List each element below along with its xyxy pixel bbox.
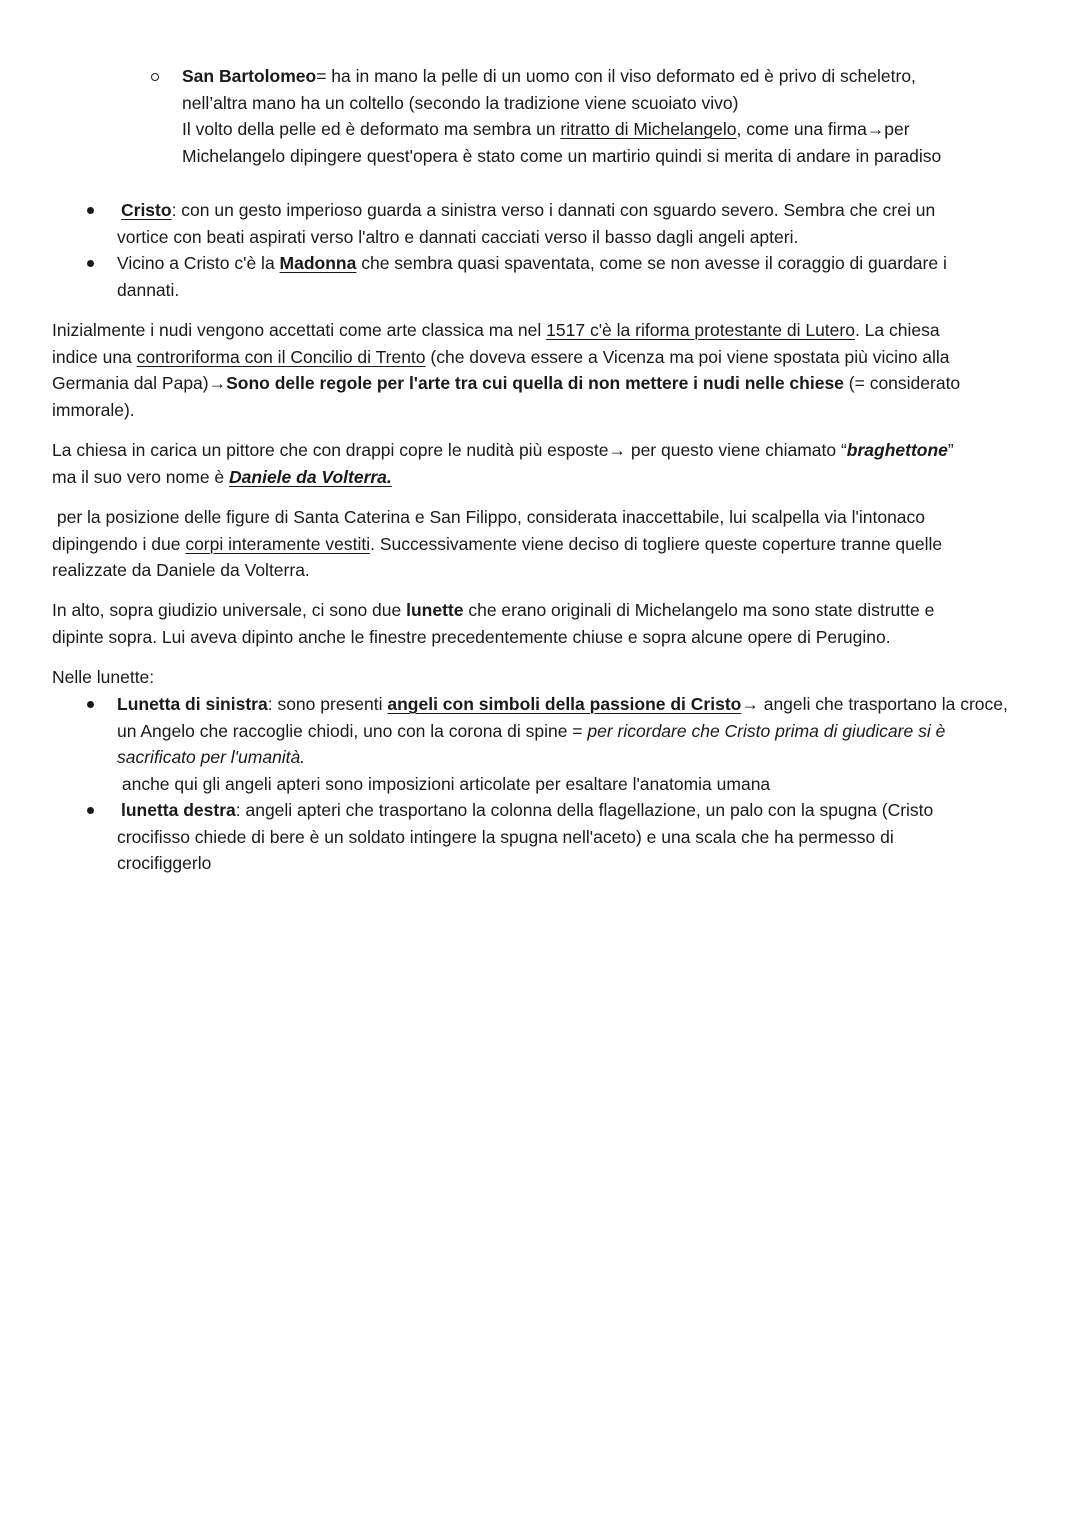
bullet-icon — [87, 260, 94, 267]
arrow-icon: → — [608, 440, 626, 460]
lunetta-destra-item: lunetta destra: angeli apteri che trasportano la colonna della flagellazione, un palo con la spugna (Cristo crocifisso chiede di bere è un soldato intingere la spugna nell'aceto) e una scala che ha permesso di crocifiggerlo — [117, 800, 934, 873]
arrow-icon: → — [866, 119, 885, 139]
lunetta-sinistra-title: Lunetta di sinistra — [117, 694, 268, 714]
lunetta-sinistra-item: Lunetta di sinistra: sono presenti angeli con simboli della passione di Cristo→ angeli che trasportano la croce, un Angelo che raccoglie chiodi, uno con la corona di spine = per ricordare che Cristo prima di giudicare si è sacrificato per l'umanità. anche qui gli angeli apteri sono imposizioni articolate per esaltare l'anatomia umana — [117, 694, 1008, 794]
bullet-icon — [87, 701, 94, 708]
daniele-da-volterra: Daniele da Volterra. — [229, 466, 392, 487]
paragraph-braghettone: La chiesa in carica un pittore che con drappi copre le nudità più esposte→ per questo viene chiamato “braghettone” ma il suo vero nome è Daniele da Volterra. — [52, 440, 954, 487]
cristo-item: Cristo: con un gesto imperioso guarda a sinistra verso i dannati con sguardo severo. Sembra che crei un vortice con beati aspirati verso l'altro e dannati cacciati verso il basso dagli angeli apteri. — [117, 200, 936, 247]
arrow-icon: → — [741, 694, 759, 714]
bullet-icon — [87, 807, 94, 814]
san-bartolomeo-item: San Bartolomeo= ha in mano la pelle di un uomo con il viso deformato ed è privo di scheletro, nell’altra mano ha un coltello (secondo la tradizione viene scuoiato vivo) Il volto della pelle ed è deformato ma sembra un ritratto di Michelangelo, come una firma→per Michelangelo dipingere quest'opera è stato come un martirio quindi si merita di andare in paradiso — [182, 66, 942, 166]
arrow-icon: → — [208, 373, 227, 393]
lunette-heading: Nelle lunette: — [52, 667, 155, 687]
lunetta-destra-title: lunetta destra — [121, 800, 236, 820]
hollow-bullet-icon — [151, 73, 159, 81]
madonna-title: Madonna — [279, 253, 357, 273]
paragraph-controriforma: Inizialmente i nudi vengono accettati come arte classica ma nel 1517 c'è la riforma protestante di Lutero. La chiesa indice una controriforma con il Concilio di Trento (che doveva essere a Vicenza ma poi viene spostata più vicino alla Germania dal Papa)→Sono delle regole per l'arte tra cui quella di non mettere i nudi nelle chiese (= considerato immorale). — [52, 320, 961, 420]
bullet-icon — [87, 207, 94, 214]
san-bartolomeo-title: San Bartolomeo — [182, 66, 317, 86]
madonna-item: Vicino a Cristo c'è la Madonna che sembra quasi spaventata, come se non avesse il coraggio di guardare i dannati. — [117, 253, 947, 300]
paragraph-santa-caterina: per la posizione delle figure di Santa Caterina e San Filippo, considerata inaccettabile, lui scalpella via l'intonaco dipingendo i due corpi interamente vestiti. Successivamente viene deciso di togliere queste coperture tranne quelle realizzate da Daniele da Volterra. — [52, 507, 943, 580]
paragraph-lunette-intro: In alto, sopra giudizio universale, ci sono due lunette che erano originali di Michelangelo ma sono state distrutte e dipinte sopra. Lui aveva dipinto anche le finestre precedentemente chiuse e sopra alcune opere di Perugino. — [52, 600, 935, 647]
cristo-title: Cristo — [121, 200, 172, 220]
